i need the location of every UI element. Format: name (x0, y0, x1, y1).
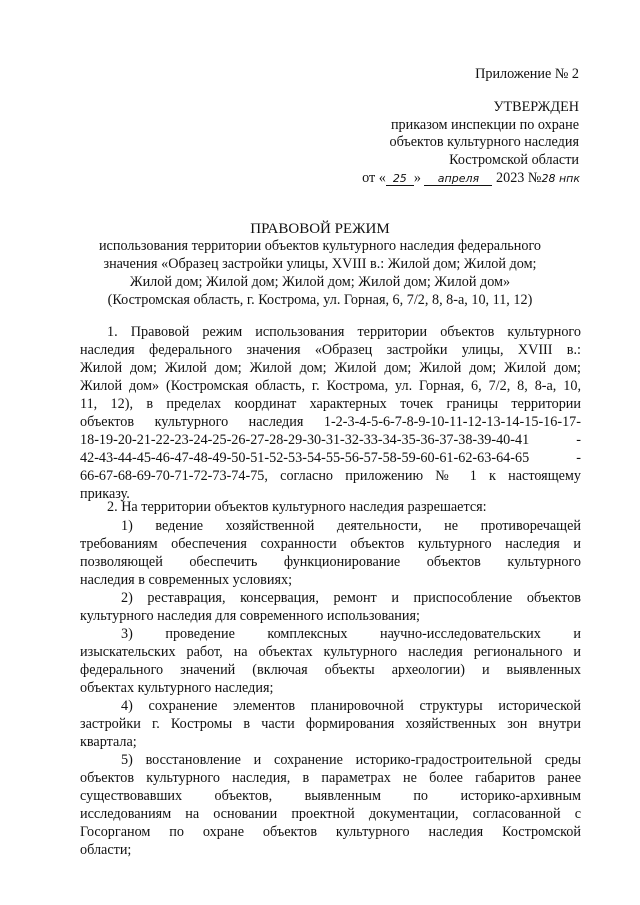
body-line: объектов культурного наследия 1-2-3-4-5-6-7-8-9-10-11-12-13-14-15-16-17- (80, 414, 581, 430)
title-line: использования территории объектов культурного наследия федерального (98, 238, 542, 254)
date-prefix: от « (362, 170, 386, 186)
date-mid: » (413, 170, 421, 186)
body-line: застройки г. Костромы в части формирования хозяйственных зон внутри (80, 716, 581, 732)
body-line: требованиям обеспечения сохранности объектов культурного наследия и (80, 536, 581, 552)
order-number-handwritten: 28 нпк (541, 172, 580, 185)
body-line: Жилой дом; Жилой дом; Жилой дом; Жилой дом; Жилой дом; Жилой дом; (80, 360, 581, 376)
title-line: Жилой дом; Жилой дом; Жилой дом; Жилой дом; Жилой дом» (129, 274, 511, 290)
body-line: 66-67-68-69-70-71-72-73-74-75, согласно приложению № 1 к настоящему (80, 468, 581, 484)
body-line: приказу. (80, 486, 130, 502)
title-line: значения «Образец застройки улицы, XVIII в.: Жилой дом; Жилой дом; (103, 256, 537, 272)
appendix-label: Приложение № 2 (475, 66, 579, 82)
body-line: квартала; (80, 734, 137, 750)
body-line: 5) восстановление и сохранение историко-градостроительной среды (121, 752, 581, 768)
body-line: 2) реставрация, консервация, ремонт и приспособление объектов (121, 590, 581, 606)
body-line: культурного наследия для современного использования; (80, 608, 420, 624)
body-line: 11, 12), в пределах координат характерных точек границы территории (80, 396, 581, 412)
body-line: Госорганом по охране объектов культурного наследия Костромской (80, 824, 581, 840)
date-month-handwritten: апреля (424, 173, 492, 186)
title-line: (Костромская область, г. Кострома, ул. Горная, 6, 7/2, 8, 8-а, 10, 11, 12) (107, 292, 533, 308)
body-line: 3) проведение комплексных научно-исследовательских и (121, 626, 581, 642)
body-line: области; (80, 842, 132, 858)
body-line: 2. На территории объектов культурного наследия разрешается: (107, 499, 487, 515)
body-line: 4) сохранение элементов планировочной структуры исторической (121, 698, 581, 714)
document-title: ПРАВОВОЙ РЕЖИМ (250, 221, 390, 237)
body-line: Жилой дом» (Костромская область, г. Кострома, ул. Горная, 6, 7/2, 8, 8-а, 10, (80, 378, 581, 394)
body-line: федерального значений (включая объекты археологии) и выявленных (80, 662, 581, 678)
body-line: изыскательских работ, на объектах культурного наследия регионального и (80, 644, 581, 660)
date-day-handwritten: 25 (386, 173, 414, 186)
body-line: существовавших объектов, выявленным по историко-архивным (80, 788, 581, 804)
body-line: наследия федерального значения «Образец застройки улицы, XVIII в.: (80, 342, 581, 358)
order-line: объектов культурного наследия (389, 134, 579, 150)
body-line: исследованиям на основании проектной документации, согласованной с (80, 806, 581, 822)
body-line: 1) ведение хозяйственной деятельности, не противоречащей (121, 518, 581, 534)
body-line: наследия в современных условиях; (80, 572, 293, 588)
body-line: 1. Правовой режим использования территории объектов культурного (107, 324, 581, 340)
date-year: 2023 № (492, 170, 542, 186)
order-line: Костромской области (449, 152, 579, 168)
body-line: позволяющей обеспечить функционирование объектов культурного (80, 554, 581, 570)
order-line: приказом инспекции по охране (390, 117, 579, 133)
body-line: 18-19-20-21-22-23-24-25-26-27-28-29-30-31-32-33-34-35-36-37-38-39-40-41 - (80, 432, 581, 448)
body-line: объектов культурного наследия, в параметрах не более габаритов ранее (80, 770, 581, 786)
body-line: объектах культурного наследия; (80, 680, 274, 696)
approved-label: УТВЕРЖДЕН (493, 99, 579, 115)
body-line: 42-43-44-45-46-47-48-49-50-51-52-53-54-55-56-57-58-59-60-61-62-63-64-65 - (80, 450, 581, 466)
order-date-line (362, 170, 580, 187)
